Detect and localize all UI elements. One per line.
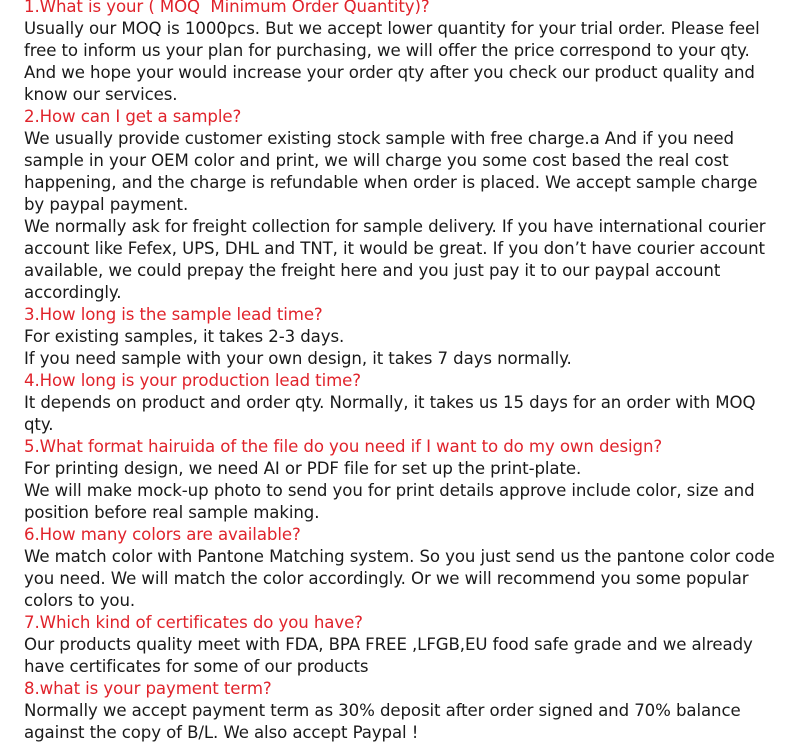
faq-question: 2.How can I get a sample?: [24, 107, 242, 126]
faq-answer: We match color with Pantone Matching system. So you just send us the pantone color code you need. We will match the color accordingly. Or we will recommend you some popular colors to you.: [24, 547, 775, 610]
faq-answer: Normally we accept payment term as 30% deposit after order signed and 70% balance against the copy of B/L. We also accept Paypal !: [24, 701, 741, 742]
faq-question: 8.what is your payment term?: [24, 679, 272, 698]
faq-list: [24, 0, 776, 744]
faq-answer: We usually provide customer existing stock sample with free charge.a And if you need sample in your OEM color and print, we will charge you some cost based the real cost happening, and the charge is refundable when order is placed. We accept sample charge by paypal payment.: [24, 129, 758, 214]
faq-question: 5.What format hairuida of the file do you need if I want to do my own design?: [24, 437, 663, 456]
faq-question: 1.What is your ( MOQ Minimum Order Quantity)?: [24, 0, 430, 16]
faq-answer: If you need sample with your own design, it takes 7 days normally.: [24, 349, 572, 368]
faq-item: [24, 0, 776, 106]
faq-question: 4.How long is your production lead time?: [24, 371, 361, 390]
faq-answer: We normally ask for freight collection for sample delivery. If you have international courier account like Fefex, UPS, DHL and TNT, it would be great. If you don’t have courier account available, we could prepay the freight here and you just pay it to our paypal account accordingly.: [24, 217, 766, 302]
faq-question: 6.How many colors are available?: [24, 525, 301, 544]
faq-question: 7.Which kind of certificates do you have?: [24, 613, 363, 632]
faq-answer: It depends on product and order qty. Normally, it takes us 15 days for an order with MOQ qty.: [24, 393, 756, 434]
faq-item: [24, 678, 776, 744]
faq-question: 3.How long is the sample lead time?: [24, 305, 323, 324]
faq-item: [24, 106, 776, 304]
faq-answer: We will make mock-up photo to send you for print details approve include color, size and position before real sample making.: [24, 481, 755, 522]
faq-answer: Our products quality meet with FDA, BPA FREE ,LFGB,EU food safe grade and we already have certificates for some of our products: [24, 635, 753, 676]
faq-item: [24, 304, 776, 370]
faq-item: [24, 612, 776, 678]
faq-answer: For existing samples, it takes 2-3 days.: [24, 327, 345, 346]
faq-item: [24, 524, 776, 612]
faq-answer: For printing design, we need AI or PDF file for set up the print-plate.: [24, 459, 582, 478]
faq-answer: Usually our MOQ is 1000pcs. But we accept lower quantity for your trial order. Please feel free to inform us your plan for purchasing, we will offer the price correspond to your qty. And we hope your would increase your order qty after you check our product quality and know our services.: [24, 19, 760, 104]
faq-item: [24, 436, 776, 524]
faq-item: [24, 370, 776, 436]
